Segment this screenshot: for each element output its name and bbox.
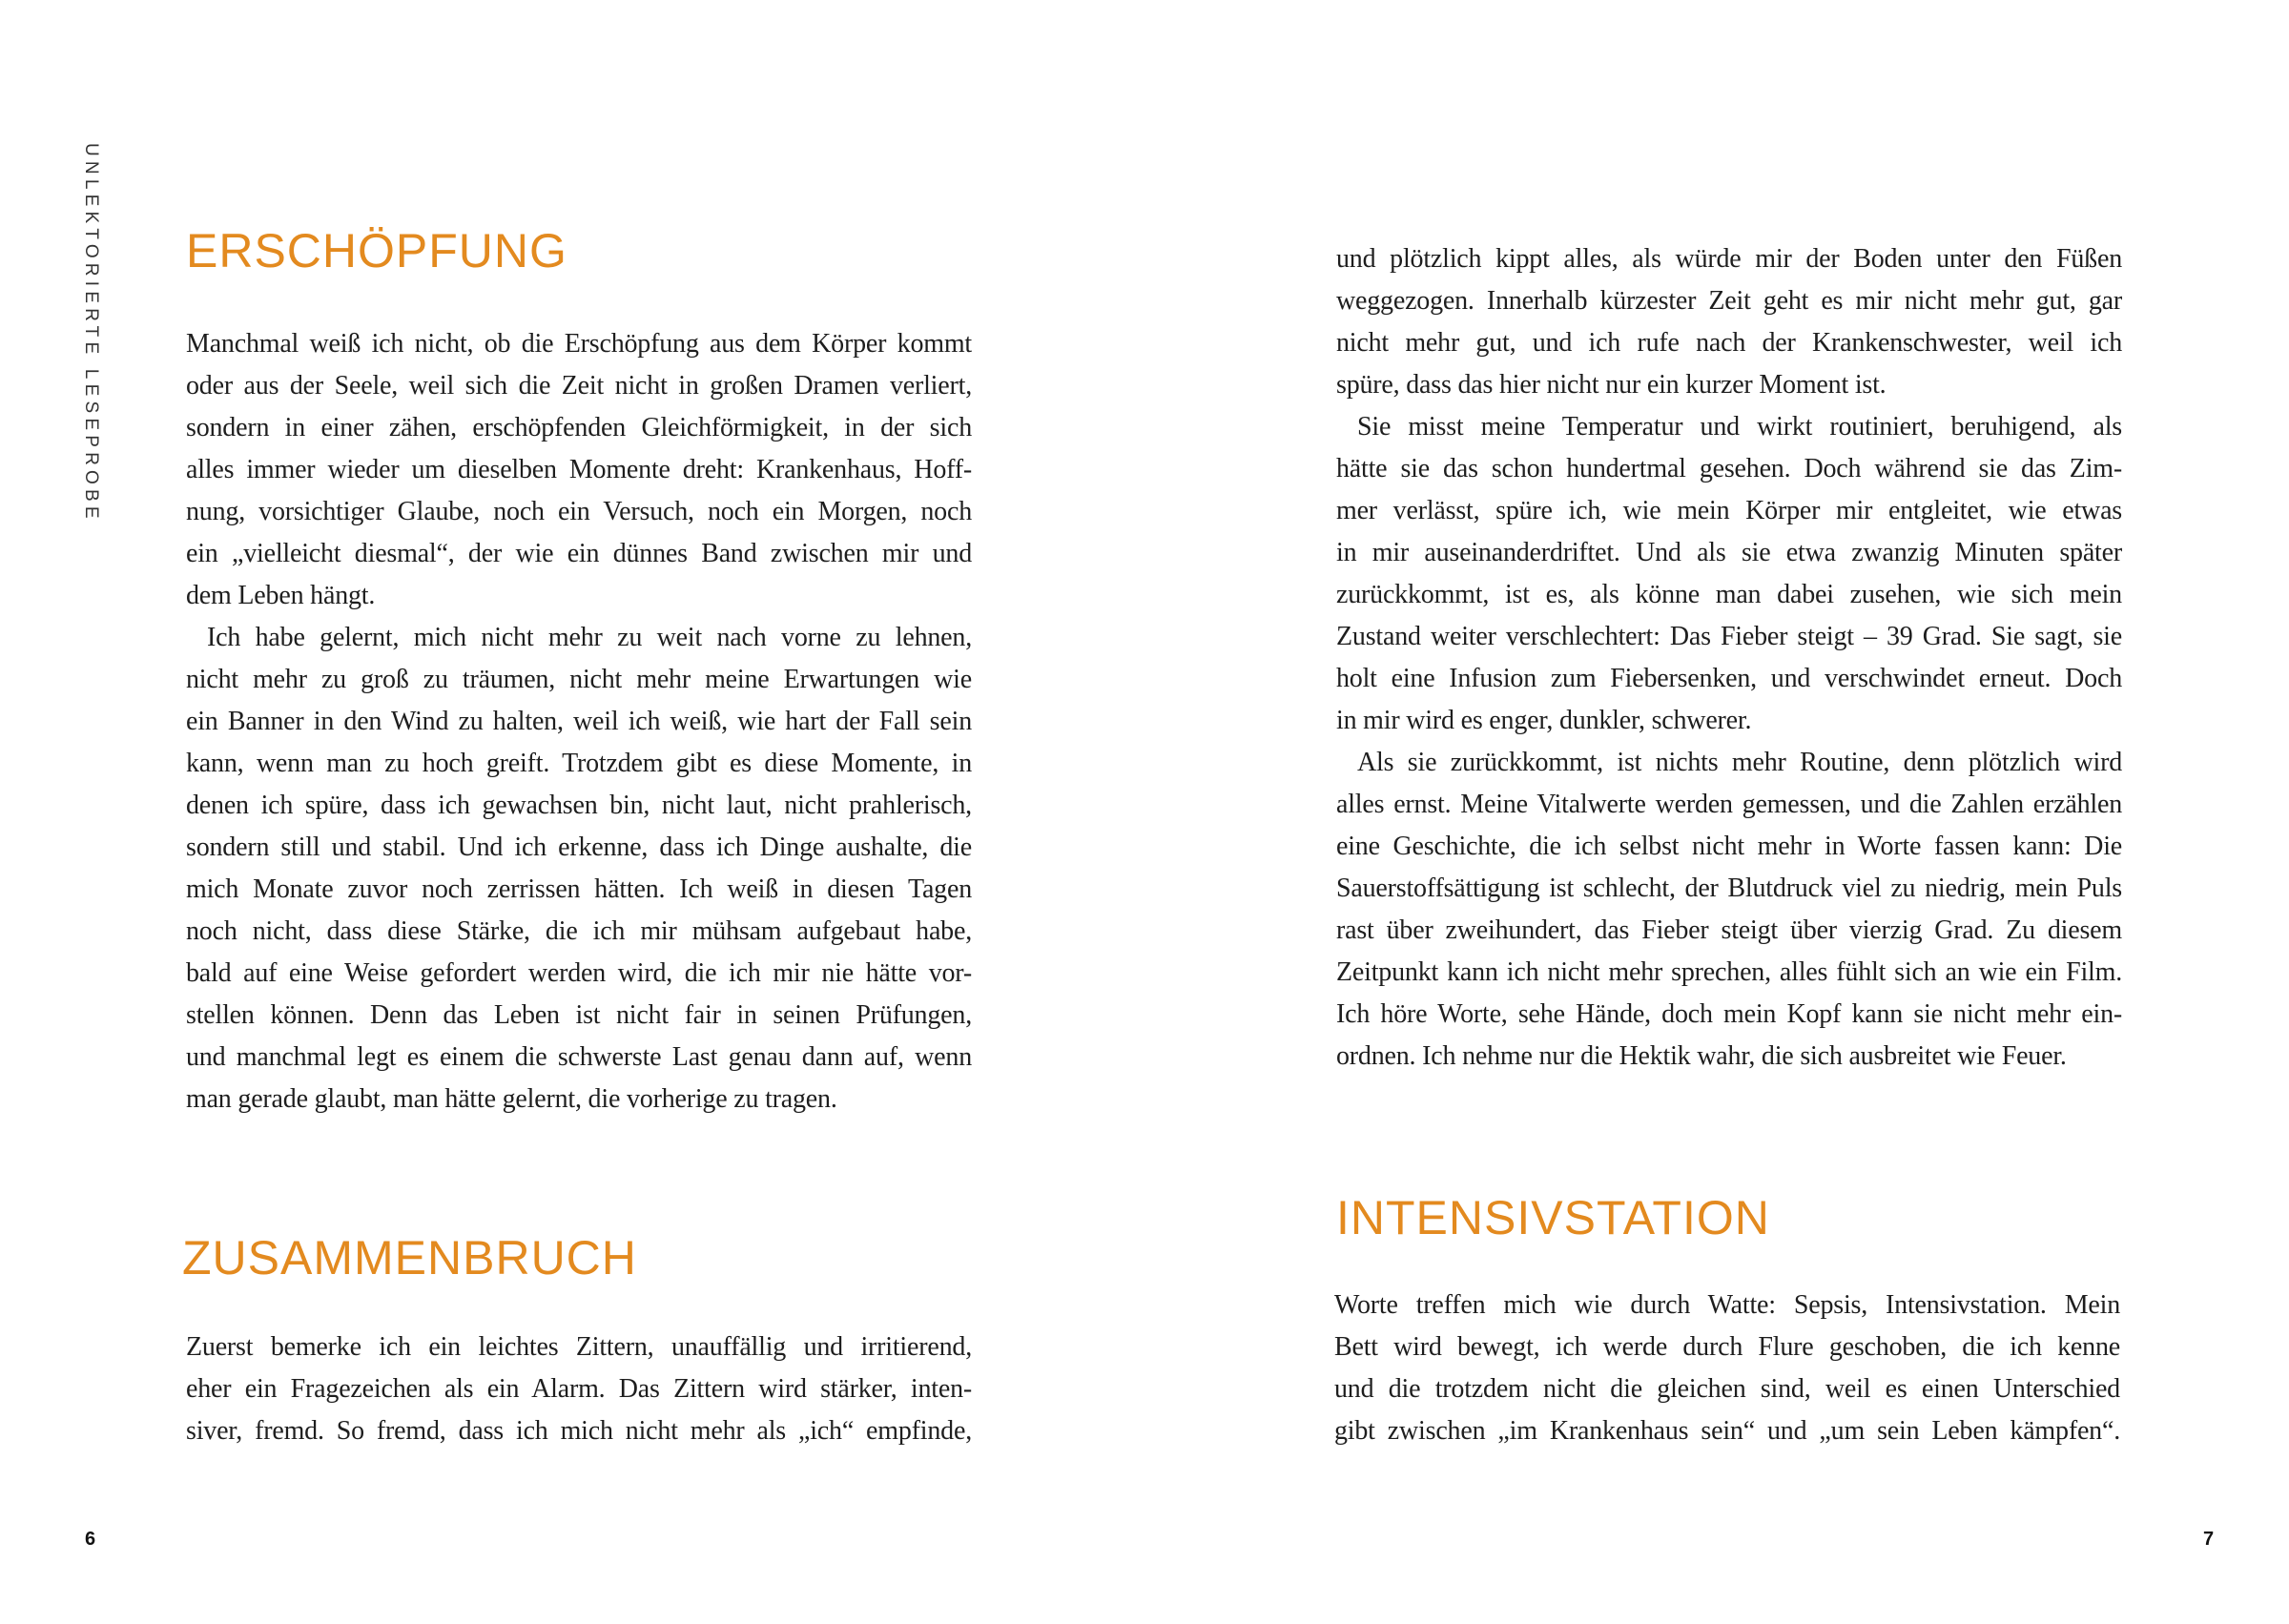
text-block-intensivstation (1334, 1285, 2120, 1452)
text-line: kann, wenn man zu hoch greift. Trotzdem gibt es diese Momente, in (186, 749, 972, 778)
text-block-continued (1336, 238, 2122, 1078)
section-heading-intensivstation: INTENSIVSTATION (1336, 1191, 1770, 1244)
text-line: stellen können. Denn das Leben ist nicht fair in seinen Prüfungen, (186, 1000, 972, 1030)
text-line: Sie misst meine Temperatur und wirkt routiniert, beruhigend, als (1357, 412, 2122, 442)
text-line: sondern in einer zähen, erschöpfenden Gleichförmigkeit, in der sich (186, 413, 972, 442)
text-line: ein Banner in den Wind zu halten, weil ich weiß, wie hart der Fall sein (186, 707, 972, 736)
text-line: Zustand weiter verschlechtert: Das Fieber steigt – 39 Grad. Sie sagt, sie (1336, 622, 2122, 651)
text-line: siver, fremd. So fremd, dass ich mich nicht mehr als „ich“ empfinde, (186, 1416, 972, 1446)
text-line: dem Leben hängt. (186, 581, 376, 610)
running-header-label: UNLEKTORIERTE LESEPROBE (81, 143, 101, 524)
text-line: Als sie zurückkommt, ist nichts mehr Routine, denn plötzlich wird (1357, 748, 2122, 777)
text-line: alles ernst. Meine Vitalwerte werden gemessen, und die Zahlen erzählen (1336, 790, 2122, 819)
text-line: bald auf eine Weise gefordert werden wird, die ich mir nie hätte vor- (186, 958, 972, 988)
text-line: und die trotzdem nicht die gleichen sind, weil es einen Unterschied (1334, 1374, 2120, 1404)
text-line: und plötzlich kippt alles, als würde mir der Boden unter den Füßen (1336, 244, 2122, 274)
text-line: rast über zweihundert, das Fieber steigt über vierzig Grad. Zu diesem (1336, 915, 2122, 945)
section-heading-erschoepfung: ERSCHÖPFUNG (186, 224, 567, 278)
text-line: Zuerst bemerke ich ein leichtes Zittern, unauffällig und irritierend, (186, 1332, 972, 1362)
text-line: nicht mehr gut, und ich rufe nach der Krankenschwester, weil ich (1336, 328, 2122, 358)
text-line: Zeitpunkt kann ich nicht mehr sprechen, alles fühlt sich an wie ein Film. (1336, 957, 2122, 987)
text-line: mich Monate zuvor noch zerrissen hätten. Ich weiß in diesen Tagen (186, 874, 972, 904)
text-line: Ich habe gelernt, mich nicht mehr zu weit nach vorne zu lehnen, (207, 623, 972, 652)
text-line: Manchmal weiß ich nicht, ob die Erschöpfung aus dem Körper kommt (186, 329, 972, 359)
text-line: nicht mehr zu groß zu träumen, nicht mehr meine Erwartungen wie (186, 665, 972, 694)
text-line: denen ich spüre, dass ich gewachsen bin, nicht laut, nicht prahlerisch, (186, 791, 972, 820)
text-line: spüre, dass das hier nicht nur ein kurzer Moment ist. (1336, 370, 1887, 400)
text-line: noch nicht, dass diese Stärke, die ich mir mühsam aufgebaut habe, (186, 916, 972, 946)
text-line: ordnen. Ich nehme nur die Hektik wahr, die sich ausbreitet wie Feuer. (1336, 1041, 2067, 1071)
text-line: eine Geschichte, die ich selbst nicht mehr in Worte fassen kann: Die (1336, 832, 2122, 861)
text-line: eher ein Fragezeichen als ein Alarm. Das Zittern wird stärker, inten- (186, 1374, 972, 1404)
text-line: man gerade glaubt, man hätte gelernt, die vorherige zu tragen. (186, 1084, 837, 1114)
text-line: Bett wird bewegt, ich werde durch Flure geschoben, die ich kenne (1334, 1332, 2120, 1362)
text-line: Ich höre Worte, sehe Hände, doch mein Kopf kann sie nicht mehr ein- (1336, 999, 2122, 1029)
text-line: Sauerstoffsättigung ist schlecht, der Blutdruck viel zu niedrig, mein Puls (1336, 874, 2122, 903)
text-line: ein „vielleicht diesmal“, der wie ein dünnes Band zwischen mir und (186, 539, 972, 568)
text-line: alles immer wieder um dieselben Momente dreht: Krankenhaus, Hoff- (186, 455, 972, 484)
text-line: gibt zwischen „im Krankenhaus sein“ und „um sein Leben kämpfen“. (1334, 1416, 2120, 1446)
text-line: oder aus der Seele, weil sich die Zeit nicht in großen Dramen verliert, (186, 371, 972, 401)
text-line: weggezogen. Innerhalb kürzester Zeit geht es mir nicht mehr gut, gar (1336, 286, 2122, 316)
text-line: holt eine Infusion zum Fiebersenken, und verschwindet erneut. Doch (1336, 664, 2122, 693)
text-line: in mir auseinanderdriftet. Und als sie etwa zwanzig Minuten später (1336, 538, 2122, 567)
text-line: nung, vorsichtiger Glaube, noch ein Versuch, noch ein Morgen, noch (186, 497, 972, 526)
page-number-left: 6 (85, 1529, 96, 1550)
text-block-erschoepfung (186, 323, 972, 1120)
page-number-right: 7 (2203, 1529, 2215, 1550)
text-line: Worte treffen mich wie durch Watte: Sepsis, Intensivstation. Mein (1334, 1290, 2120, 1320)
text-line: in mir wird es enger, dunkler, schwerer. (1336, 706, 1752, 735)
text-line: mer verlässt, spüre ich, wie mein Körper mir entgleitet, wie etwas (1336, 496, 2122, 525)
text-line: hätte sie das schon hundertmal gesehen. Doch während sie das Zim- (1336, 454, 2122, 483)
text-line: und manchmal legt es einem die schwerste Last genau dann auf, wenn (186, 1042, 972, 1072)
text-block-zusammenbruch (186, 1326, 972, 1452)
section-heading-zusammenbruch: ZUSAMMENBRUCH (182, 1231, 637, 1285)
text-line: zurückkommt, ist es, als könne man dabei zusehen, wie sich mein (1336, 580, 2122, 609)
text-line: sondern still und stabil. Und ich erkenne, dass ich Dinge aushalte, die (186, 833, 972, 862)
